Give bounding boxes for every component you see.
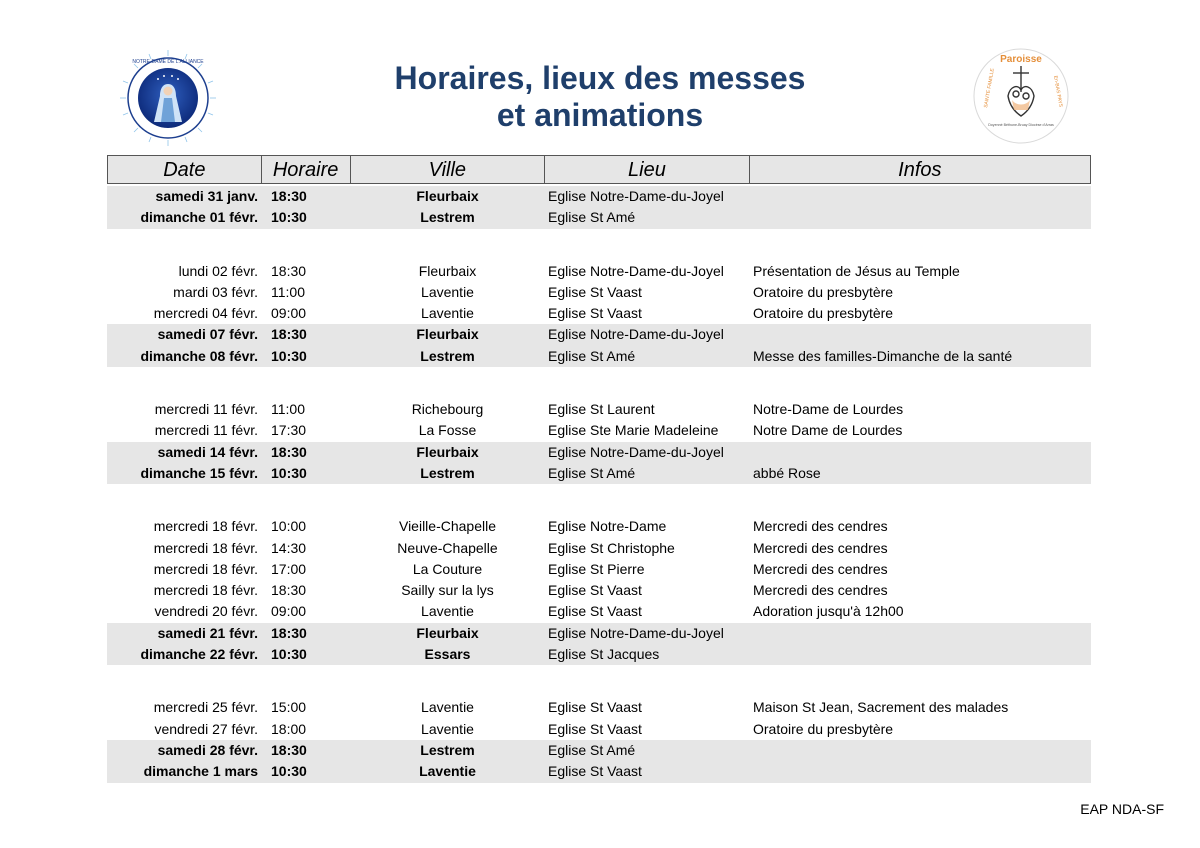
cell-info: Notre-Dame de Lourdes bbox=[753, 401, 904, 418]
cell-date: dimanche 15 févr. bbox=[140, 464, 258, 481]
cell-time: 10:30 bbox=[271, 464, 307, 481]
cell-time: 17:00 bbox=[271, 560, 307, 577]
cell-place: Eglise St Amé bbox=[548, 209, 636, 226]
table-row bbox=[107, 761, 1091, 782]
cell-date: vendredi 20 févr. bbox=[154, 603, 258, 620]
cell-time: 18:30 bbox=[271, 624, 307, 641]
table-row bbox=[107, 442, 1091, 463]
cell-place: Eglise Notre-Dame-du-Joyel bbox=[548, 443, 724, 460]
logo-left-text: SAINTE FAMILLE bbox=[983, 67, 996, 109]
cell-place: Eglise Notre-Dame bbox=[548, 518, 667, 535]
cell-place: Eglise Notre-Dame-du-Joyel bbox=[548, 326, 724, 343]
table-body bbox=[107, 186, 1091, 783]
header-lieu: Lieu bbox=[545, 156, 750, 183]
cell-city: La Couture bbox=[412, 560, 483, 577]
cell-city: Laventie bbox=[421, 283, 474, 300]
header-infos: Infos bbox=[898, 159, 942, 181]
cell-time: 10:30 bbox=[271, 209, 307, 226]
logo-ring-text: NOTRE-DAME DE L'ALLIANCE bbox=[132, 59, 204, 65]
cell-time: 18:30 bbox=[271, 188, 307, 204]
cell-place: Eglise St Jacques bbox=[548, 646, 660, 663]
cell-city: Neuve-Chapelle bbox=[397, 539, 498, 556]
cell-info bbox=[750, 186, 1091, 207]
cell-time: 18:00 bbox=[271, 720, 307, 737]
cell-city: Fleurbaix bbox=[416, 326, 479, 343]
cell-time: 18:30 bbox=[271, 741, 307, 758]
footer-label: EAP NDA-SF bbox=[1080, 801, 1164, 817]
table-row bbox=[107, 516, 1091, 537]
cell-city: Lestrem bbox=[420, 347, 475, 364]
cell-time: 17:30 bbox=[271, 422, 307, 439]
cell-date: samedi 07 févr. bbox=[157, 326, 258, 343]
cell-time: 10:30 bbox=[271, 347, 307, 364]
cell-time: 10:00 bbox=[271, 518, 307, 535]
cell-city: Laventie bbox=[421, 305, 474, 322]
cell-place: Eglise St Vaast bbox=[548, 699, 642, 716]
table-row bbox=[107, 463, 1091, 484]
cell-info bbox=[750, 644, 1091, 665]
cell-info: Maison St Jean, Sacrement des malades bbox=[753, 699, 1009, 716]
cell-date: dimanche 1 mars bbox=[143, 763, 258, 780]
cell-place: Eglise St Christophe bbox=[548, 539, 675, 556]
header-horaire: Horaire bbox=[262, 156, 351, 183]
cell-info: Oratoire du presbytère bbox=[753, 305, 894, 322]
table-row bbox=[107, 346, 1091, 367]
cell-time: 18:30 bbox=[271, 262, 307, 279]
cell-info: Mercredi des cendres bbox=[753, 539, 888, 556]
schedule-table bbox=[107, 155, 1091, 783]
table-row bbox=[107, 559, 1091, 580]
cell-city: Lestrem bbox=[420, 209, 475, 226]
cell-time: 11:00 bbox=[271, 401, 305, 418]
cell-date: samedi 14 févr. bbox=[157, 443, 258, 460]
cell-time: 09:00 bbox=[271, 305, 307, 322]
table-row bbox=[107, 623, 1091, 644]
cell-info: Adoration jusqu'à 12h00 bbox=[753, 603, 904, 620]
cell-date: samedi 28 févr. bbox=[157, 741, 258, 758]
cell-place: Eglise St Vaast bbox=[548, 763, 642, 780]
cell-date: samedi 31 janv. bbox=[155, 188, 258, 204]
cell-info: Mercredi des cendres bbox=[753, 518, 888, 535]
cell-place: Eglise St Vaast bbox=[548, 305, 642, 322]
cell-time: 10:30 bbox=[271, 646, 307, 663]
cell-time: 14:30 bbox=[271, 539, 307, 556]
table-row bbox=[107, 324, 1091, 345]
cell-info: abbé Rose bbox=[753, 464, 821, 481]
cell-city: Fleurbaix bbox=[416, 188, 479, 204]
cell-city: Lestrem bbox=[420, 464, 475, 481]
cell-info: Oratoire du presbytère bbox=[753, 720, 894, 737]
cell-info: Mercredi des cendres bbox=[753, 560, 888, 577]
header-ville: Ville bbox=[351, 156, 546, 183]
table-row bbox=[107, 740, 1091, 761]
page-title-line1: Horaires, lieux des messes bbox=[394, 60, 806, 96]
table-spacer bbox=[107, 484, 1091, 516]
cell-date: dimanche 22 févr. bbox=[140, 646, 258, 663]
cell-place: Eglise Notre-Dame-du-Joyel bbox=[548, 624, 724, 641]
cell-info: Oratoire du presbytère bbox=[753, 283, 894, 300]
cell-place: Eglise St Pierre bbox=[548, 560, 645, 577]
cell-city: Lestrem bbox=[420, 741, 475, 758]
table-row bbox=[107, 719, 1091, 740]
cell-place: Eglise Notre-Dame-du-Joyel bbox=[548, 262, 724, 279]
table-row bbox=[107, 697, 1091, 718]
cell-city: Fleurbaix bbox=[418, 262, 477, 279]
table-row bbox=[107, 186, 1091, 207]
table-row bbox=[107, 580, 1091, 601]
cell-date: mercredi 11 févr. bbox=[154, 422, 258, 439]
table-row bbox=[107, 303, 1091, 324]
cell-date: vendredi 27 févr. bbox=[154, 720, 258, 737]
cell-info: Messe des familles-Dimanche de la santé bbox=[753, 347, 1013, 364]
cell-info: Notre Dame de Lourdes bbox=[753, 422, 903, 439]
logo-paroisse-text: Paroisse bbox=[1000, 54, 1042, 65]
cell-info: Présentation de Jésus au Temple bbox=[753, 262, 960, 279]
cell-date: mercredi 25 févr. bbox=[153, 699, 258, 716]
cell-city: Laventie bbox=[421, 720, 474, 737]
cell-info bbox=[750, 442, 1091, 463]
cell-date: mercredi 11 févr. bbox=[154, 401, 258, 418]
header-date: Date bbox=[108, 156, 262, 183]
table-row bbox=[107, 538, 1091, 559]
table-spacer bbox=[107, 367, 1091, 399]
cell-date: dimanche 01 févr. bbox=[140, 209, 258, 226]
table-header bbox=[107, 155, 1091, 184]
cell-info bbox=[750, 761, 1091, 782]
cell-time: 11:00 bbox=[271, 283, 305, 300]
cell-time: 09:00 bbox=[271, 603, 307, 620]
cell-time: 10:30 bbox=[271, 763, 307, 780]
cell-place: Eglise St Vaast bbox=[548, 603, 642, 620]
cell-date: mercredi 18 févr. bbox=[153, 518, 258, 535]
cell-city: Fleurbaix bbox=[416, 443, 479, 460]
cell-date: samedi 21 févr. bbox=[157, 624, 258, 641]
cell-city: Essars bbox=[424, 646, 471, 663]
cell-info: Mercredi des cendres bbox=[753, 582, 888, 599]
cell-date: mercredi 18 févr. bbox=[153, 560, 258, 577]
cell-time: 18:30 bbox=[271, 326, 307, 343]
cell-city: Laventie bbox=[421, 699, 474, 716]
cell-city: Fleurbaix bbox=[416, 624, 479, 641]
table-row bbox=[107, 207, 1091, 228]
cell-place: Eglise St Amé bbox=[548, 741, 636, 758]
table-row bbox=[107, 261, 1091, 282]
cell-time: 18:30 bbox=[271, 443, 307, 460]
cell-date: dimanche 08 févr. bbox=[140, 347, 258, 364]
page-title-line2: et animations bbox=[496, 97, 704, 133]
cell-place: Eglise Notre-Dame-du-Joyel bbox=[548, 188, 724, 204]
cell-info bbox=[750, 207, 1091, 228]
cell-date: mardi 03 févr. bbox=[173, 283, 258, 300]
table-spacer bbox=[107, 229, 1091, 261]
cell-date: mercredi 18 févr. bbox=[153, 582, 258, 599]
logo-right-text: En-BAS PAYS bbox=[1052, 75, 1064, 108]
cell-place: Eglise St Amé bbox=[548, 347, 636, 364]
cell-city: La Fosse bbox=[418, 422, 477, 439]
cell-place: Eglise St Vaast bbox=[548, 582, 642, 599]
cell-info bbox=[750, 324, 1091, 345]
cell-info bbox=[750, 623, 1091, 644]
table-row bbox=[107, 420, 1091, 441]
cell-city: Sailly sur la lys bbox=[401, 582, 494, 599]
table-row bbox=[107, 399, 1091, 420]
table-row bbox=[107, 601, 1091, 622]
cell-city: Laventie bbox=[419, 763, 476, 780]
logo-sub-text: Doyenné Béthune-Bruay Diocèse d'Arras bbox=[988, 123, 1054, 127]
cell-info bbox=[750, 740, 1091, 761]
cell-place: Eglise St Amé bbox=[548, 464, 636, 481]
cell-place: Eglise Ste Marie Madeleine bbox=[548, 422, 719, 439]
cell-city: Vieille-Chapelle bbox=[398, 518, 497, 535]
table-spacer bbox=[107, 665, 1091, 697]
page-title bbox=[300, 60, 900, 134]
table-row bbox=[107, 644, 1091, 665]
cell-date: lundi 02 févr. bbox=[178, 262, 258, 279]
notre-dame-alliance-logo bbox=[118, 50, 218, 146]
cell-date: mercredi 18 févr. bbox=[153, 539, 258, 556]
cell-time: 15:00 bbox=[271, 699, 307, 716]
cell-place: Eglise St Vaast bbox=[548, 720, 642, 737]
cell-time: 18:30 bbox=[271, 582, 307, 599]
cell-city: Laventie bbox=[421, 603, 474, 620]
table-row bbox=[107, 282, 1091, 303]
paroisse-sainte-famille-logo bbox=[972, 46, 1070, 146]
cell-city: Richebourg bbox=[411, 401, 484, 418]
cell-date: mercredi 04 févr. bbox=[153, 305, 258, 322]
cell-place: Eglise St Vaast bbox=[548, 283, 642, 300]
cell-place: Eglise St Laurent bbox=[548, 401, 655, 418]
